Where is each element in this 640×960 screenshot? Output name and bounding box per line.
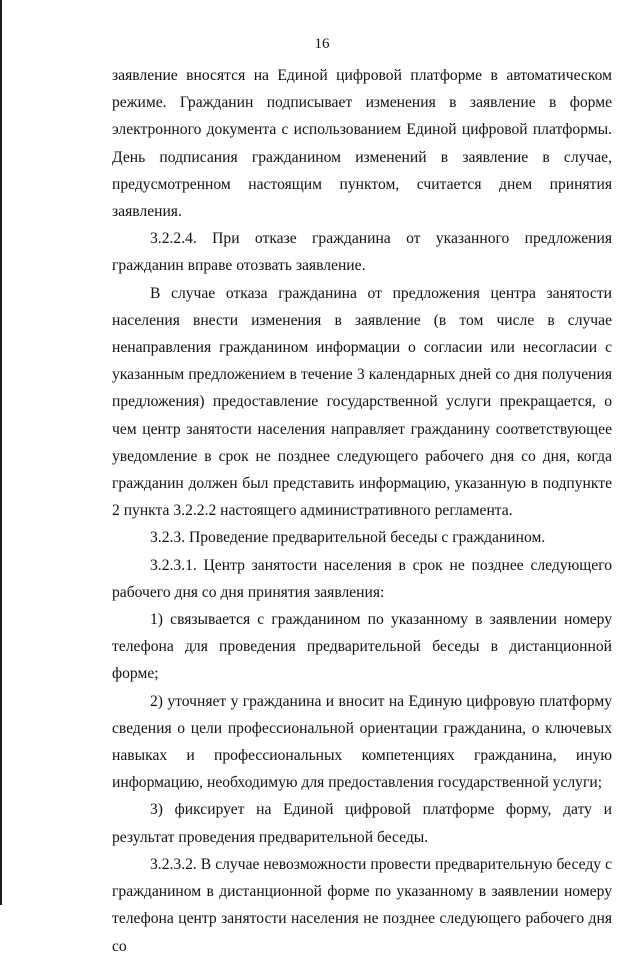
paragraph-3-2-3-2: 3.2.3.2. В случае невозможности провести предварительную беседу с гражданином в дистанционной форме по указанному в заявлении номеру телефона центр занятости населения не позднее следующего рабочего дня со [112, 855, 612, 955]
page-number: 16 [314, 36, 330, 52]
paragraph-continuation: заявление вносятся на Единой цифровой платформе в автоматическом режиме. Гражданин подписывает изменения в заявление в форме электронного документа с использованием Единой цифровой платформы. День подписания гражданином изменений в заявление в случае, предусмотренном настоящим пунктом, считается днем принятия заявления. [112, 67, 612, 221]
document-body [112, 62, 612, 960]
paragraph-refusal-case: В случае отказа гражданина от предложения центра занятости населения внести изменения в заявление (в том числе в случае ненаправления гражданином информации о согласии или несогласии с указанным предложением в течение 3 календарных дней со дня получения предложения) предоставление государственной услуги прекращается, о чем центр занятости населения направляет гражданину соответствующее уведомление в срок не позднее следующего рабочего дня со дня, когда гражданин должен был представить информацию, указанную в подпункте 2 пункта 3.2.2.2 настоящего административного регламента. [112, 284, 612, 520]
list-item-3: 3) фиксирует на Единой цифровой платформе форму, дату и результат проведения предварительной беседы. [112, 801, 612, 846]
list-item-1: 1) связывается с гражданином по указанному в заявлении номеру телефона для проведения предварительной беседы в дистанционной форме; [112, 611, 612, 683]
list-item-2: 2) уточняет у гражданина и вносит на Единую цифровую платформу сведения о цели профессиональной ориентации гражданина, о ключевых навыках и профессиональных компетенциях гражданина, иную информацию, необходимую для предоставления государственной услуги; [112, 692, 612, 792]
paragraph-3-2-3: 3.2.3. Проведение предварительной беседы с гражданином. [150, 529, 546, 547]
paragraph-3-2-2-4: 3.2.2.4. При отказе гражданина от указанного предложения гражданин вправе отозвать заявление. [112, 230, 612, 275]
paragraph-3-2-3-1: 3.2.3.1. Центр занятости населения в срок не позднее следующего рабочего дня со дня принятия заявления: [112, 556, 612, 601]
